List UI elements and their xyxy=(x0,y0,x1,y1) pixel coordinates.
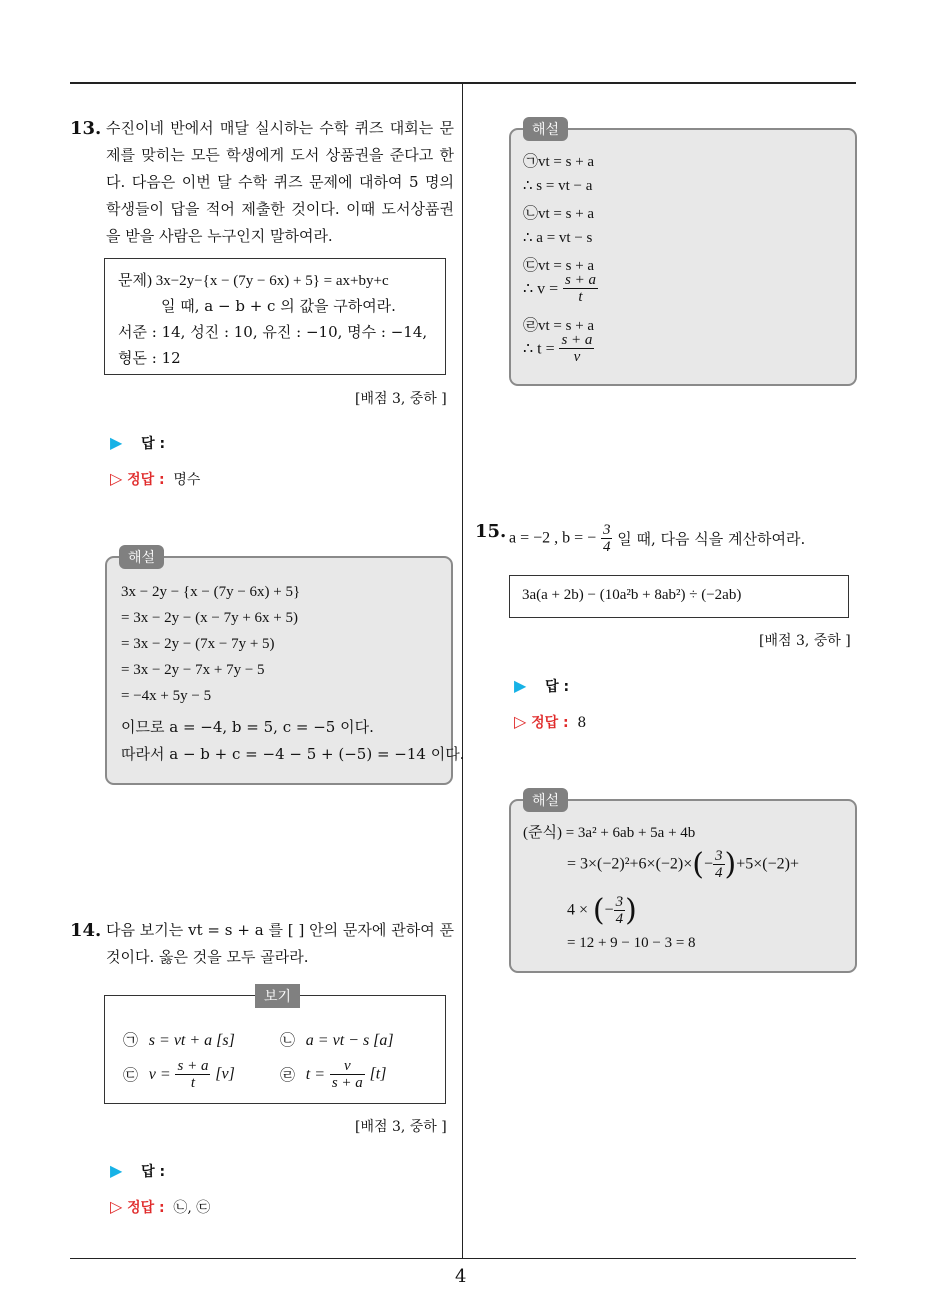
outline-triangle-icon: ▷ xyxy=(514,712,527,731)
q13-answer-row xyxy=(110,433,165,453)
q14-correct-label: 정답 : xyxy=(127,1200,165,1216)
q15-answer-row xyxy=(514,676,569,696)
q13-sol-line: 따라서 a − b + c = −4 − 5 + (−5) = −14 이다. xyxy=(121,745,465,763)
q14-answer-row xyxy=(110,1161,165,1181)
q13-correct-value: 명수 xyxy=(173,472,201,488)
q15-correct-row xyxy=(514,712,586,732)
q14-score-meta: [배점 3, 중하 ] xyxy=(355,1119,447,1135)
q15-sol-line2: = 3×(−2)²+6×(−2)×(− $\frac{3}{4}$ )+5×(−2)+ xyxy=(567,847,799,882)
q13-number: 13. xyxy=(70,118,102,139)
q14-solution-box xyxy=(509,128,857,386)
fraction: $\frac{3}{4}$ xyxy=(615,894,624,927)
q15-score-meta: [배점 3, 중하 ] xyxy=(759,633,851,649)
q13-question-text: 수진이네 반에서 매달 실시하는 수학 퀴즈 대회는 문제를 맞히는 모든 학생에게 도서 상품권을 준다고 한다. 다음은 이번 달 수학 퀴즈 문제에 대하여 5 명의 학생들이 답을 적어 제출한 것이다. 이때 도서상품권을 받을 사람은 누구인지 말하여라. xyxy=(106,119,454,245)
q13-correct-row xyxy=(110,469,200,489)
q14-option-2: ㉡ a = vt − s [a] xyxy=(280,1031,394,1049)
q14-solution-tab: 해설 xyxy=(523,117,568,141)
q14-question-text: 다음 보기는 vt = s + a 를 [ ] 안의 문자에 관하여 푼 것이다. 옳은 것을 모두 골라라. xyxy=(106,921,454,966)
fraction: $\frac{s + a}{v}$ xyxy=(561,332,593,365)
q15-correct-value: 8 xyxy=(577,715,587,731)
fraction: $\frac{v}{s + a}$ xyxy=(331,1058,363,1091)
q15-sol-line3: 4 × (− $\frac{3}{4}$ ) xyxy=(567,893,637,928)
q14-answer-label: 답 : xyxy=(141,1164,166,1180)
q13-box-line3: 서준 : 14, 성진 : 10, 유진 : −10, 명수 : −14, xyxy=(118,323,428,341)
play-icon: ▶ xyxy=(514,676,527,695)
q13-solution-tab: 해설 xyxy=(119,545,164,569)
q14-sol-line: ∴ a = vt − s xyxy=(523,230,593,246)
fraction: $\frac{3}{4}$ xyxy=(715,848,723,881)
q14-sol-line: ㉡vt = s + a xyxy=(523,206,595,222)
q14-choice-box xyxy=(104,995,446,1104)
q14-number: 14. xyxy=(70,920,102,941)
fraction: $\frac{3}{4}$ xyxy=(602,522,611,555)
top-rule xyxy=(70,82,856,84)
q13-sol-line: = 3x − 2y − (x − 7y + 6x + 5) xyxy=(121,610,298,626)
q13-box-line2: 일 때, a − b + c 의 값을 구하여라. xyxy=(161,297,396,315)
q15-sol-line: = 12 + 9 − 10 − 3 = 8 xyxy=(567,935,696,951)
q15-sol-line: (준식) = 3a² + 6ab + 5a + 4b xyxy=(523,825,696,841)
q13-sol-line: = 3x − 2y − 7x + 7y − 5 xyxy=(121,662,265,678)
q14-option-1: ㉠ s = vt + a [s] xyxy=(123,1031,235,1049)
q13-score-meta: [배점 3, 중하 ] xyxy=(355,391,447,407)
q13-box-line1: 문제) 3x−2y−{x − (7y − 6x) + 5} = ax+by+c xyxy=(118,273,389,289)
q15-solution-box xyxy=(509,799,857,973)
q15-answer-label: 답 : xyxy=(545,679,570,695)
q14-correct-row xyxy=(110,1197,210,1217)
q14-sol-line: ∴ s = vt − a xyxy=(523,178,593,194)
q13-sol-line: 이므로 a = −4, b = 5, c = −5 이다. xyxy=(121,718,374,736)
q15-question-text: a = −2 , b = − $\frac{3}{4}$ 일 때, 다음 식을 계산하여라. xyxy=(509,522,806,555)
fraction: $\frac{s + a}{t}$ xyxy=(177,1058,209,1091)
q15-expression-box xyxy=(509,575,849,618)
q14-sol-fraction-line: ∴ t = $\frac{s + a}{v}$ xyxy=(523,332,593,365)
fraction: $\frac{s + a}{t}$ xyxy=(564,272,596,305)
q14-sol-line: ㉠vt = s + a xyxy=(523,154,595,170)
q15-expression: 3a(a + 2b) − (10a²b + 8ab²) ÷ (−2ab) xyxy=(522,587,742,603)
q13-box-line4: 형돈 : 12 xyxy=(118,349,181,367)
q14-box-tab: 보기 xyxy=(255,984,300,1008)
q14-option-4: ㉣ t = $\frac{v}{s + a}$ [t] xyxy=(280,1058,387,1091)
play-icon: ▶ xyxy=(110,1161,123,1180)
outline-triangle-icon: ▷ xyxy=(110,469,123,488)
bottom-rule xyxy=(70,1258,856,1259)
column-divider xyxy=(462,83,463,1259)
q13-correct-label: 정답 : xyxy=(127,472,165,488)
q14-option-3: ㉢ v = $\frac{s + a}{t}$ [v] xyxy=(123,1058,235,1091)
q13-problem-box xyxy=(104,258,446,375)
q15-solution-tab: 해설 xyxy=(523,788,568,812)
q14-sol-line: ㉣vt = s + a xyxy=(523,318,595,334)
page-number: 4 xyxy=(455,1266,467,1287)
q13-answer-label: 답 : xyxy=(141,436,166,452)
q13-solution-box xyxy=(105,556,465,785)
q13-sol-line: = 3x − 2y − (7x − 7y + 5) xyxy=(121,636,275,652)
q14-sol-line: ㉢vt = s + a xyxy=(523,258,595,274)
q13-sol-line: 3x − 2y − {x − (7y − 6x) + 5} xyxy=(121,584,301,600)
outline-triangle-icon: ▷ xyxy=(110,1197,123,1216)
play-icon: ▶ xyxy=(110,433,123,452)
q15-number: 15. xyxy=(475,521,507,542)
q14-sol-fraction-line: ∴ v = $\frac{s + a}{t}$ xyxy=(523,272,596,305)
q15-correct-label: 정답 : xyxy=(531,715,569,731)
q14-correct-value: ㉡, ㉢ xyxy=(173,1200,211,1216)
q13-sol-line: = −4x + 5y − 5 xyxy=(121,688,212,704)
